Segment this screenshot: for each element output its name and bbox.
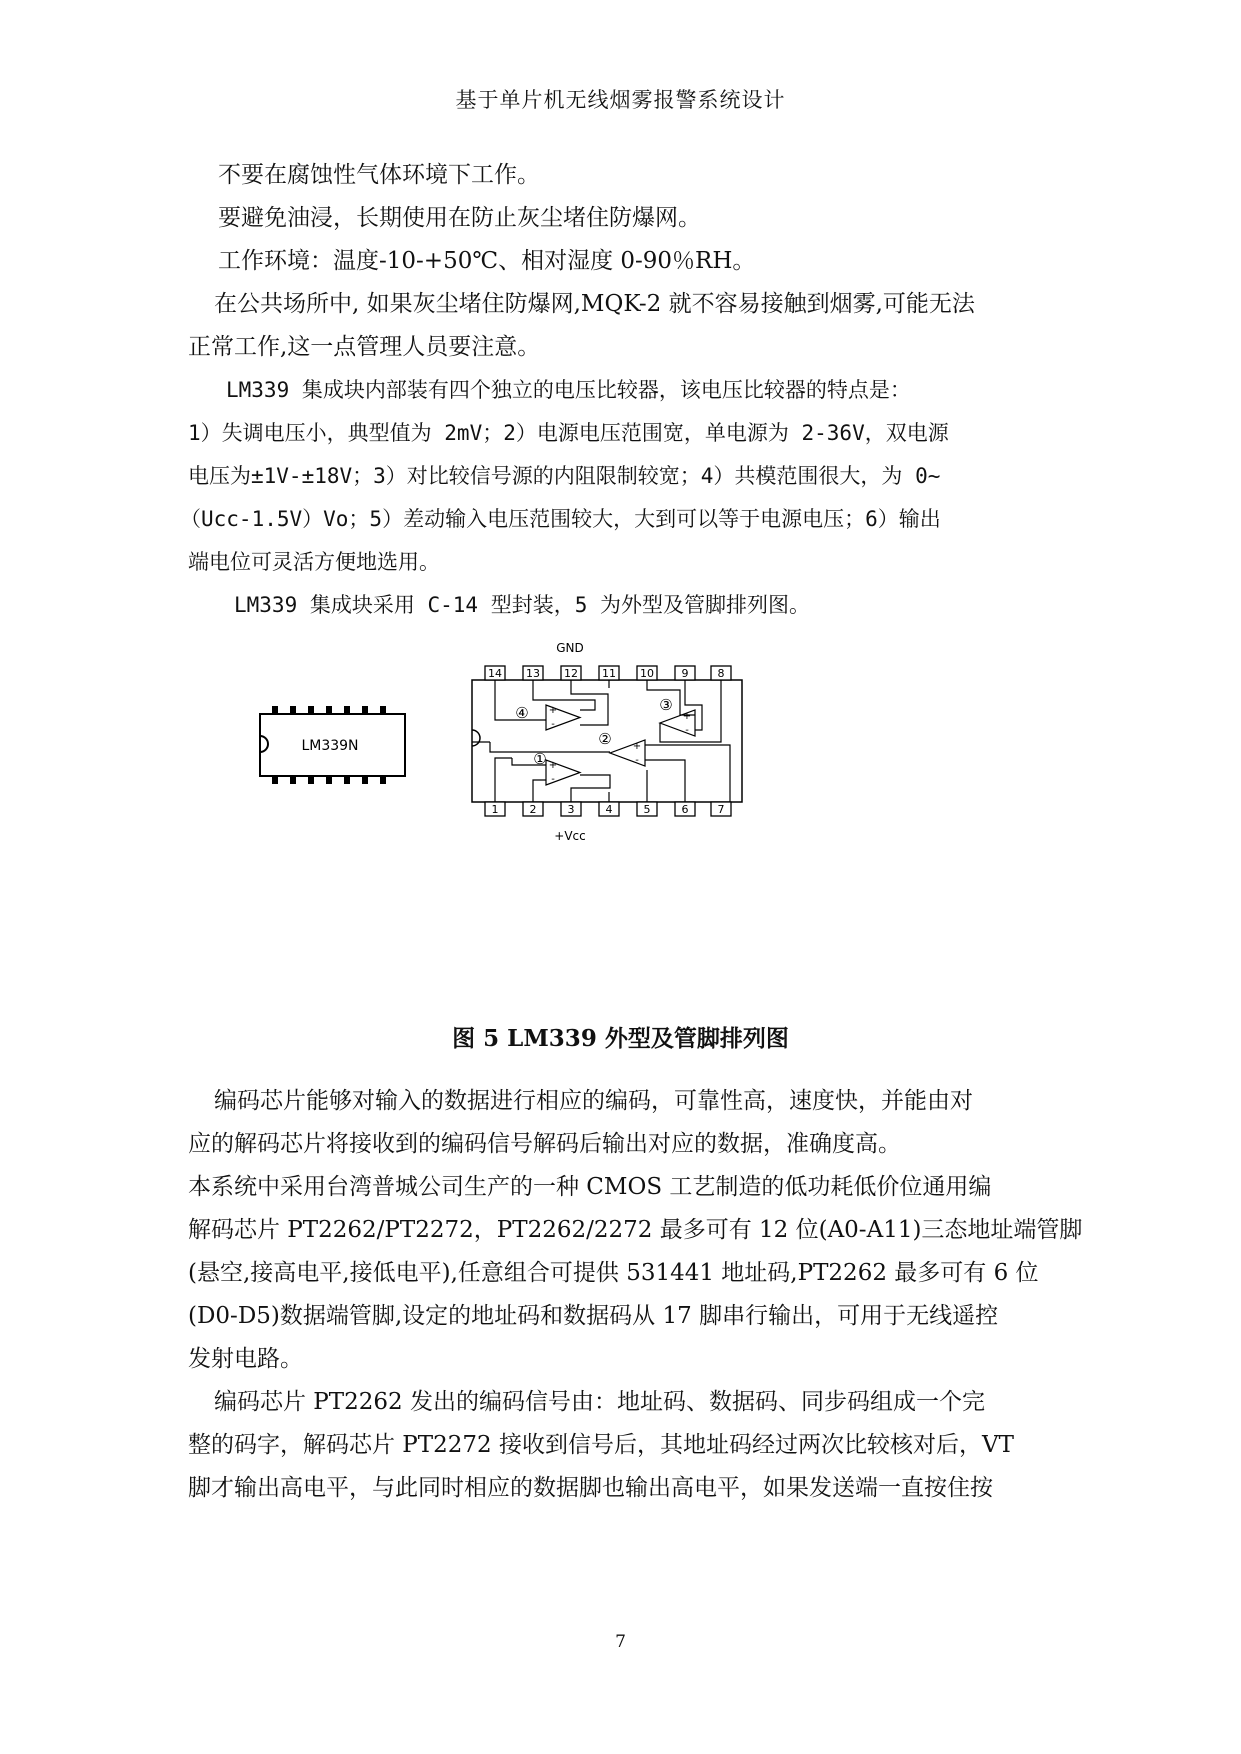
minus-sign: -	[551, 719, 555, 730]
comparator-label-1: ①	[533, 750, 547, 768]
pin-1: 1	[491, 803, 499, 816]
paragraph: 在公共场所中, 如果灰尘堵住防爆网,MQK-2 就不容易接触到烟雾,可能无法	[214, 291, 975, 317]
pin-2: 2	[529, 803, 537, 816]
paragraph: 要避免油浸，长期使用在防止灰尘堵住防爆网。	[218, 205, 701, 231]
plus-sign: +	[548, 760, 558, 771]
paragraph: 解码芯片 PT2262/PT2272，PT2262/2272 最多可有 12 位(A0-A11)三态地址端管脚	[188, 1217, 1083, 1243]
comparator-label-3: ③	[659, 696, 673, 714]
minus-sign: -	[685, 725, 689, 736]
pin-8: 8	[717, 667, 725, 680]
paragraph: LM339 集成块内部装有四个独立的电压比较器，该电压比较器的特点是：	[226, 378, 911, 402]
plus-sign: +	[632, 741, 642, 752]
paragraph: 电压为±1V-±18V；3）对比较信号源的内阻限制较宽；4）共模范围很大，为 0~	[188, 464, 941, 488]
chip-label: LM339N	[301, 738, 359, 754]
pin-10: 10	[640, 667, 654, 680]
pin-6: 6	[681, 803, 689, 816]
paragraph: 编码芯片能够对输入的数据进行相应的编码，可靠性高，速度快，并能由对	[214, 1088, 973, 1114]
paragraph: 整的码字，解码芯片 PT2272 接收到信号后，其地址码经过两次比较核对后，VT	[188, 1432, 1014, 1458]
paragraph: 编码芯片 PT2262 发出的编码信号由：地址码、数据码、同步码组成一个完	[214, 1389, 985, 1415]
comparator-label-2: ②	[598, 730, 612, 748]
paragraph: 1）失调电压小，典型值为 2mV；2）电源电压范围宽，单电源为 2-36V，双电源	[188, 421, 949, 445]
paragraph: 不要在腐蚀性气体环境下工作。	[218, 162, 540, 188]
paragraph: （Ucc-1.5V）Vo；5）差动输入电压范围较大，大到可以等于电源电压；6）输出	[180, 507, 941, 531]
paragraph: 脚才输出高电平，与此同时相应的数据脚也输出高电平，如果发送端一直按住按	[188, 1475, 993, 1501]
paragraph: 本系统中采用台湾普城公司生产的一种 CMOS 工艺制造的低功耗低价位通用编	[188, 1174, 992, 1200]
pin-4: 4	[605, 803, 613, 816]
pin-14: 14	[488, 667, 502, 680]
paragraph: 端电位可灵活方便地选用。	[188, 550, 440, 574]
paragraph: (D0-D5)数据端管脚,设定的地址码和数据码从 17 脚串行输出，可用于无线遥控	[188, 1303, 999, 1329]
pin-12: 12	[564, 667, 578, 680]
pin-9: 9	[681, 667, 689, 680]
paragraph: (悬空,接高电平,接低电平),任意组合可提供 531441 地址码,PT2262 最多可有 6 位	[188, 1260, 1039, 1286]
paragraph: 应的解码芯片将接收到的编码信号解码后输出对应的数据，准确度高。	[188, 1131, 901, 1157]
paragraph: 发射电路。	[188, 1346, 303, 1372]
pin-11: 11	[602, 667, 616, 680]
pin-7: 7	[717, 803, 725, 816]
plus-sign: +	[548, 705, 558, 716]
minus-sign: -	[635, 755, 639, 766]
paragraph: LM339 集成块采用 C-14 型封装，5 为外型及管脚排列图。	[234, 593, 811, 617]
page-number: 7	[615, 1632, 626, 1652]
running-header: 基于单片机无线烟雾报警系统设计	[455, 88, 786, 112]
lm339-figure	[250, 630, 850, 860]
paragraph: 工作环境：温度-10-+50℃、相对湿度 0-90％RH。	[218, 248, 756, 274]
comparator-label-4: ④	[515, 704, 529, 722]
gnd-label: GND	[556, 641, 584, 655]
paragraph: 正常工作,这一点管理人员要注意。	[188, 334, 541, 360]
minus-sign: -	[551, 774, 555, 785]
vcc-label: +Vcc	[554, 829, 586, 843]
pin-3: 3	[567, 803, 575, 816]
pin-13: 13	[526, 667, 540, 680]
plus-sign: +	[682, 711, 692, 722]
pin-5: 5	[643, 803, 651, 816]
figure-caption: 图 5 LM339 外型及管脚排列图	[452, 1025, 789, 1052]
